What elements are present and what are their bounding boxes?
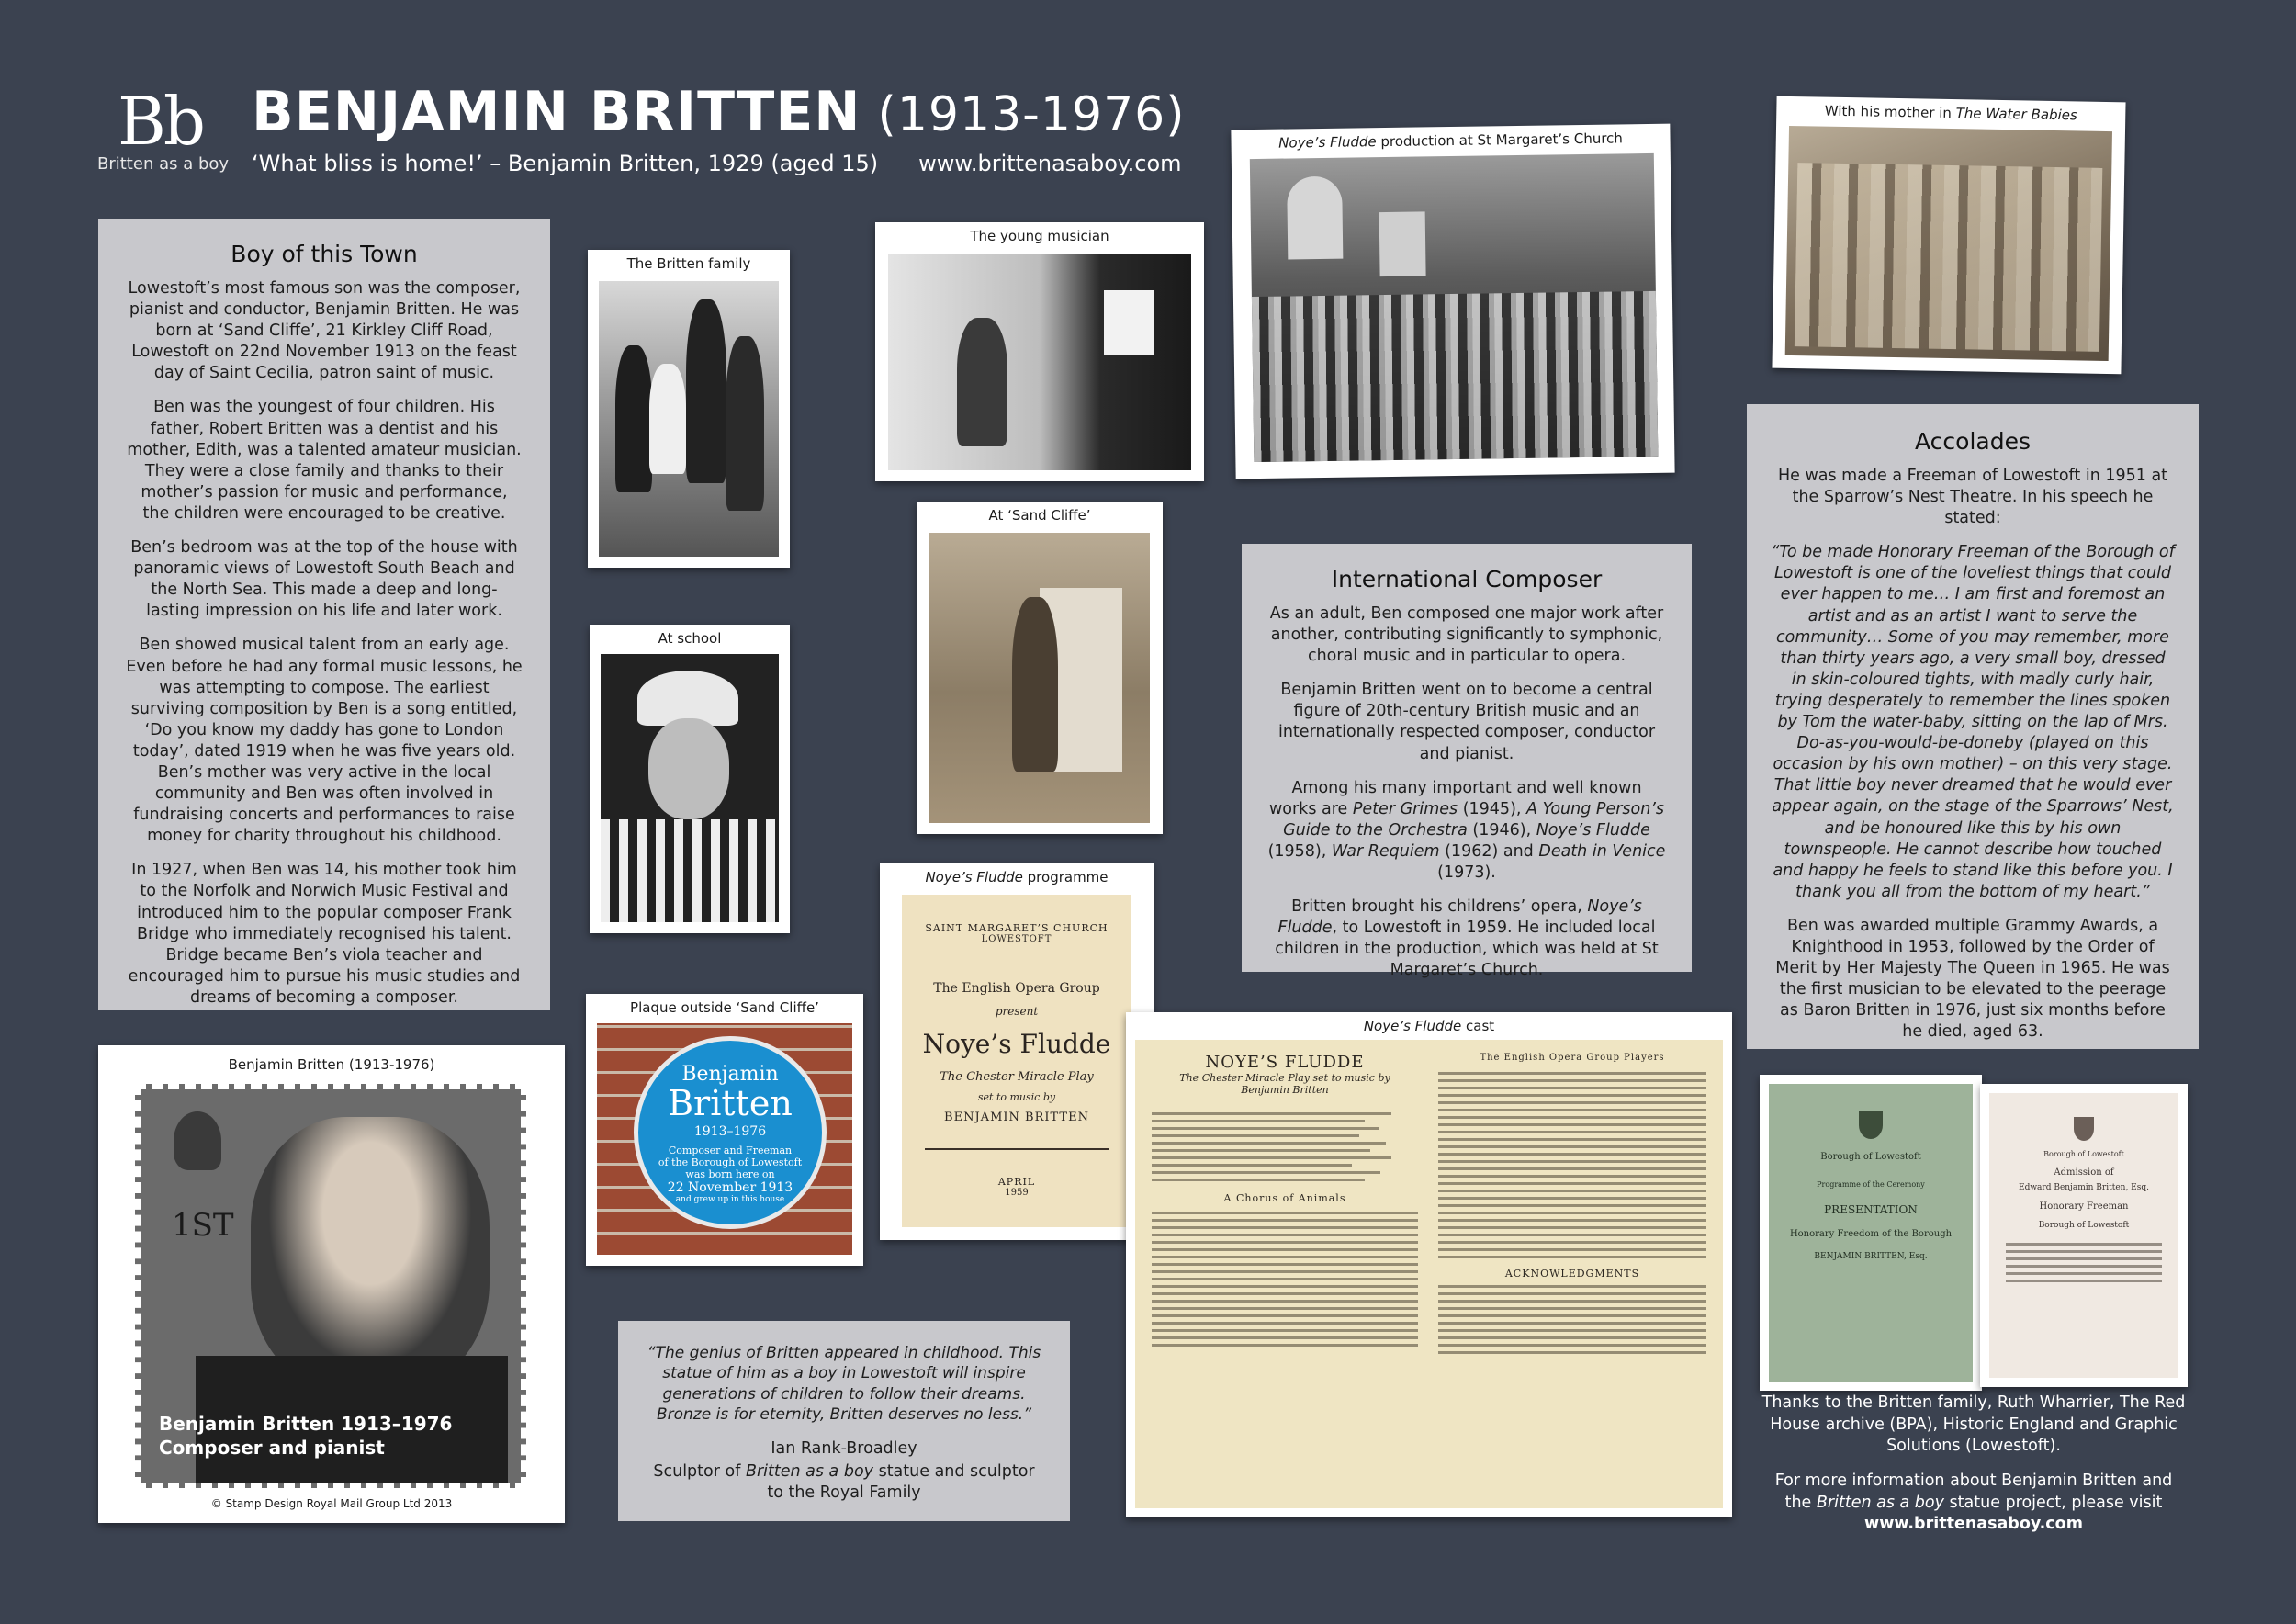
work-year: (1962) and <box>1439 841 1539 861</box>
international-paragraph: Benjamin Britten went on to become a central figure of 20th-century British music and an internationally respected composer, conductor and pianist. <box>1277 681 1656 763</box>
church-window <box>1287 176 1343 260</box>
photo-caption <box>1126 1018 1732 1034</box>
photo-caption: The Britten family <box>626 255 751 272</box>
plaque-photo <box>597 1023 852 1255</box>
photo-caption: Benjamin Britten (1913-1976) <box>228 1056 435 1073</box>
certificate-programme-frame <box>1760 1075 1982 1391</box>
cast-title: NOYE’S FLUDDE <box>1205 1053 1365 1072</box>
plaque-line: and grew up in this house <box>675 1195 785 1204</box>
boy-of-town-heading: Boy of this Town <box>231 241 418 267</box>
production-photo <box>1250 153 1659 462</box>
international-paragraph: As an adult, Ben composed one major work after another, contributing significantly to symphonic, choral music and in particular to opera. <box>1269 604 1664 666</box>
programme-title: Noye’s Fludde <box>922 1029 1111 1059</box>
sculptor-name: Ian Rank-Broadley <box>771 1438 917 1458</box>
logo-caption: Britten as a boy <box>97 154 230 174</box>
programme-cover <box>902 895 1131 1227</box>
work-title: Noye’s Fludde <box>1277 897 1642 938</box>
photo-caption: The young musician <box>970 228 1109 244</box>
credits <box>1760 1393 2188 1536</box>
crowd <box>1252 291 1658 462</box>
cast-text-block <box>1152 1112 1418 1181</box>
crest-icon <box>1859 1111 1883 1139</box>
photo-caption <box>1231 130 1670 152</box>
certificate-line: Borough of Lowestoft <box>2038 1221 2130 1230</box>
certificate-line: Honorary Freedom of the Borough <box>1789 1229 1953 1239</box>
cast-list-document <box>1135 1040 1723 1508</box>
credits-thanks: Thanks to the Britten family, Ruth Wharrier, The Red House archive (BPA), Historic England and Graphic Solutions (Lowestoft). <box>1761 1393 2186 1456</box>
cast-left-column <box>1152 1053 1418 1351</box>
cast-right-heading: The English Opera Group Players <box>1480 1053 1665 1063</box>
accolades-intro: He was made a Freeman of Lowestoft in 1951 at the Sparrow’s Nest Theatre. In his speech he stated: <box>1777 467 2168 528</box>
stamp-image <box>135 1084 526 1488</box>
work-title: A Young Person’s Guide to the Orchestra <box>1283 799 1665 840</box>
boy-of-town-paragraph: Ben showed musical talent from an early age. Even before he had any formal music lessons, he was attempting to compose. The earliest surviving composition by Ben is a song entitled, ‘Do you know my daddy has gone to London today’, dated 1919 when he was five years old. Ben’s mother was very active in the local community and Ben was often involved in fundraising concerts and performances to raise money for charity throughout his childhood. <box>126 636 523 846</box>
britten-family-photo <box>599 281 779 557</box>
certificate-line: Programme of the Ceremony <box>1817 1180 1925 1189</box>
programme-photo-frame <box>880 863 1154 1240</box>
cast-chorus-heading: A Chorus of Animals <box>1223 1192 1346 1204</box>
figure <box>686 299 726 483</box>
caption-text: programme <box>1022 869 1109 885</box>
caption-text: With his mother in <box>1824 102 1956 122</box>
boy-of-town-paragraph: Lowestoft’s most famous son was the composer, pianist and conductor, Benjamin Britten. He was born at ‘Sand Cliffe’, 21 Kirkley Cliff Road, Lowestoft on 22nd November 1913 on the feast day of Saint Cecilia, patron saint of music. <box>128 279 521 383</box>
programme-church: SAINT MARGARET’S CHURCH <box>925 922 1109 934</box>
text: , to Lowestoft in 1959. He included local children in the production, which was held at St Margaret’s Church. <box>1275 919 1659 980</box>
role-text: Sculptor of <box>653 1461 746 1481</box>
cast-text-block <box>1152 1212 1418 1347</box>
title-years: (1913-1976) <box>877 87 1186 142</box>
photo-caption: At school <box>658 630 722 647</box>
cast-text-block <box>1438 1072 1706 1258</box>
plaque-line: 22 November 1913 <box>667 1180 793 1195</box>
international-composer-panel <box>1242 544 1692 980</box>
at-school-photo <box>601 654 779 922</box>
ark-tower <box>1379 211 1426 276</box>
work-year: (1958), <box>1267 841 1332 861</box>
website-link[interactable]: www.brittenasaboy.com <box>918 151 1182 176</box>
plaque-line: 1913–1976 <box>693 1124 767 1139</box>
plaque-photo-frame <box>586 994 863 1266</box>
international-paragraph <box>1266 897 1668 981</box>
face <box>648 718 729 819</box>
caption-title: Noye’s Fludde <box>1278 133 1377 152</box>
text: Britten brought his childrens’ opera, <box>1291 897 1588 917</box>
photo-caption: Plaque outside ‘Sand Cliffe’ <box>630 999 819 1016</box>
role-title: Britten as a boy <box>745 1461 874 1481</box>
programme-group: The English Opera Group <box>933 981 1100 996</box>
programme-divider <box>925 1148 1109 1150</box>
work-title: Noye’s Fludde <box>1536 820 1650 840</box>
programme-town: LOWESTOFT <box>981 934 1052 944</box>
sculptor-quote-panel <box>618 1321 1070 1521</box>
at-school-photo-frame <box>590 625 790 933</box>
blue-plaque <box>634 1036 827 1229</box>
boy-of-town-paragraph: In 1927, when Ben was 14, his mother took him to the Norfolk and Norwich Music Festival and introduced him to the popular composer Frank Bridge who immediately recognised his talent. Bridge became Ben’s viola teacher and encouraged him to pursue his music studies and dreams of becoming a composer. <box>128 861 521 1007</box>
certificate-admission <box>1989 1093 2178 1378</box>
plaque-line: was born here on <box>685 1168 775 1180</box>
young-musician-photo <box>888 254 1191 470</box>
freedom-speech-quote: “To be made Honorary Freeman of the Borough of Lowestoft is one of the loveliest things that could ever happen to me… I am first and foremost an artist and as an artist I want to serve the community… Some of you may remember, more than thirty years ago, a very small boy, dressed in skin-coloured tights, with madly curly hair, trying desperately to remember the lines spoken by Tom the water-baby, sitting on the lap of Mrs. Do-as-you-would-be-doneby (played on this occasion by his own mother) – on this very stage. That little boy never dreamed that he would ever appear again, on the stage of the Sparrows’ Nest, and be honoured like this by his own townspeople. He cannot describe how touched and happy he feels to stand like this before you. I thank you all from the bottom of my heart.” <box>1771 543 2175 901</box>
cast-text-block <box>1438 1285 1706 1354</box>
programme-subtitle: The Chester Miracle Play <box>940 1070 1094 1084</box>
plaque-line: Composer and Freeman <box>668 1145 793 1156</box>
caption-title: Noye’s Fludde <box>925 869 1023 885</box>
cast-list-frame <box>1126 1012 1732 1517</box>
certificate-admission-frame <box>1980 1084 2188 1387</box>
website-link[interactable]: www.brittenasaboy.com <box>1864 1515 2083 1534</box>
plaque-line: Benjamin <box>681 1063 779 1086</box>
title-name: BENJAMIN BRITTEN <box>252 80 861 144</box>
plaque-line: of the Borough of Lowestoft <box>658 1156 803 1168</box>
stamp-copyright: © Stamp Design Royal Mail Group Ltd 2013 <box>210 1497 453 1510</box>
text: statue project, please visit <box>1943 1493 2163 1512</box>
international-heading: International Composer <box>1331 566 1603 592</box>
caption-text: cast <box>1461 1018 1495 1034</box>
programme-present: present <box>995 1005 1039 1018</box>
sculptor-quote: “The genius of Britten appeared in childhood. This statue of him as a boy in Lowestoft will inspire generations of children to follow their dreams. Bronze is for eternity, Britten deserves no less.” <box>647 1344 1041 1425</box>
stamp-value: 1ST <box>172 1207 234 1244</box>
caption-title: Noye’s Fludde <box>1363 1018 1462 1034</box>
certificate-line: Borough of Lowestoft <box>2043 1150 2124 1158</box>
figure <box>649 364 686 474</box>
water-babies-photo <box>1785 126 2112 361</box>
certificate-line: BENJAMIN BRITTEN, Esq. <box>1814 1252 1928 1261</box>
programme-composer: BENJAMIN BRITTEN <box>944 1111 1089 1124</box>
programme-month: APRIL <box>997 1176 1036 1188</box>
striped-blazer <box>601 819 779 922</box>
certificate-line: Honorary Freeman <box>2039 1201 2129 1212</box>
page-subtitle <box>252 151 1182 176</box>
stamp-frame <box>98 1045 565 1523</box>
boy-of-town-paragraph: Ben was the youngest of four children. His father, Robert Britten was a dentist and his mother, Edith, was a talented amateur musician. They were a close family and thanks to their mother’s passion for music and performance, the children were encouraged to be creative. <box>127 398 522 523</box>
stamp-line-2: Composer and pianist <box>159 1437 385 1459</box>
cast-right-column <box>1438 1053 1706 1359</box>
cap <box>637 671 738 726</box>
stamp-line-1: Benjamin Britten 1913–1976 <box>159 1413 453 1435</box>
accolades-outro: Ben was awarded multiple Grammy Awards, a Knighthood in 1953, followed by the Order of Merit by Her Majesty The Queen in 1965. He was the first musician to be elevated to the peerage as Baron Britten in 1976, just six months before he died, aged 63. <box>1775 916 2170 1042</box>
cast-ack-heading: ACKNOWLEDGMENTS <box>1504 1268 1640 1280</box>
figure <box>726 336 764 511</box>
text: For more information about Benjamin Britten and the <box>1774 1471 2173 1512</box>
cast-subtitle: The Chester Miracle Play set to music by <box>1179 1072 1390 1084</box>
role-text: statue and sculptor to the Royal Family <box>767 1461 1035 1502</box>
boy-of-town-paragraph: Ben’s bedroom was at the top of the house with panoramic views of Lowestoft South Beach and the North Sea. This made a deep and long-lasting impression on his life and later work. <box>130 538 518 621</box>
page-title <box>252 80 1186 144</box>
britten-family-photo-frame <box>588 250 790 568</box>
sculptor-role <box>644 1461 1044 1504</box>
boy-of-town-panel <box>98 219 550 1010</box>
certificate-line: PRESENTATION <box>1824 1203 1918 1216</box>
children-group <box>1795 163 2102 352</box>
photo-caption: At ‘Sand Cliffe’ <box>988 507 1091 524</box>
portrait <box>251 1117 490 1393</box>
programme-setto: set to music by <box>977 1091 1056 1103</box>
cast-composer: Benjamin Britten <box>1241 1084 1329 1096</box>
accolades-heading: Accolades <box>1915 428 2031 455</box>
caption-title: The Water Babies <box>1955 105 2077 124</box>
work-year: (1973). <box>1437 863 1496 883</box>
figure <box>615 345 652 492</box>
project-title: Britten as a boy <box>1816 1493 1944 1512</box>
crest-icon <box>2074 1117 2094 1141</box>
logo: Bb <box>118 83 203 160</box>
credits-more-info <box>1760 1471 2188 1536</box>
accolades-panel <box>1747 404 2199 1049</box>
water-babies-photo-frame <box>1772 96 2125 375</box>
tagline: ‘What bliss is home!’ – Benjamin Britten, 1929 (aged 15) <box>252 151 879 176</box>
programme-year: 1959 <box>1005 1188 1029 1198</box>
plaque-line: Britten <box>668 1083 793 1123</box>
production-photo-frame <box>1231 124 1674 479</box>
work-year: (1945), <box>1458 799 1527 818</box>
sand-cliffe-photo <box>929 533 1150 823</box>
works-intro: Among his many important and well known works are <box>1268 778 1642 818</box>
figure <box>1012 597 1058 772</box>
certificate-line: Edward Benjamin Britten, Esq. <box>2019 1183 2149 1192</box>
work-title: Peter Grimes <box>1352 799 1458 818</box>
certificate-line: Borough of Lowestoft <box>1820 1152 1921 1162</box>
caption-text: production at St Margaret’s Church <box>1376 130 1623 151</box>
certificate-programme <box>1769 1084 1973 1382</box>
works-paragraph <box>1266 778 1668 884</box>
sheet-music <box>1104 290 1154 355</box>
photo-caption <box>880 869 1154 885</box>
certificate-line: Admission of <box>2054 1167 2114 1178</box>
queen-silhouette-icon <box>174 1111 221 1170</box>
sand-cliffe-photo-frame <box>917 502 1163 834</box>
work-title: Death in Venice <box>1538 841 1666 861</box>
certificate-text-block <box>2006 1243 2162 1282</box>
figure <box>957 318 1007 446</box>
work-year: (1946), <box>1467 820 1536 840</box>
young-musician-photo-frame <box>875 222 1204 481</box>
work-title: War Requiem <box>1331 841 1440 861</box>
photo-caption <box>1776 102 2125 125</box>
